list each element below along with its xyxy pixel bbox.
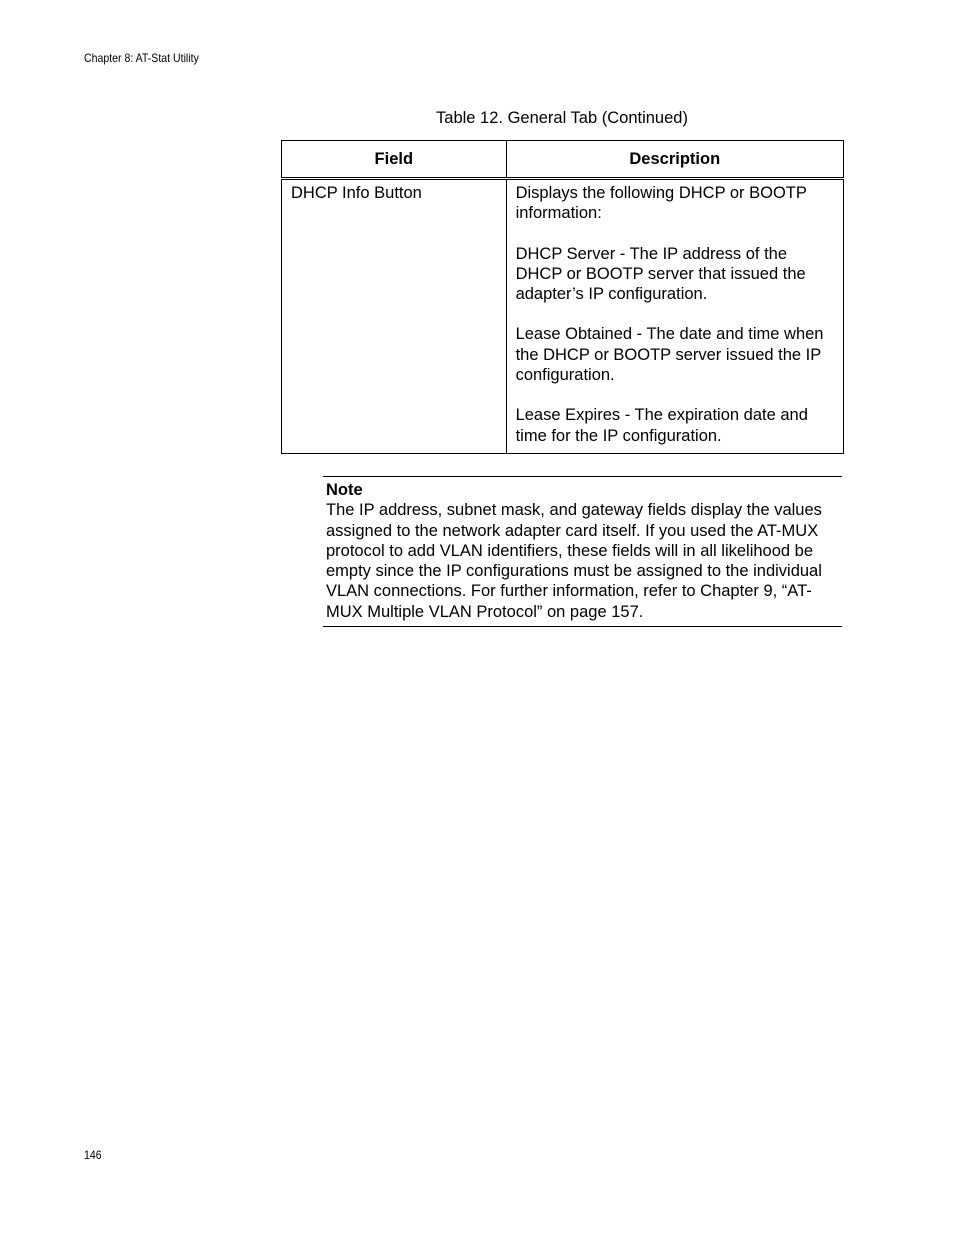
column-header-description: Description — [506, 141, 843, 179]
note-box — [323, 476, 842, 627]
note-text: The IP address, subnet mask, and gateway fields display the values assigned to the network adapter card itself. If you used the AT-MUX protocol to add VLAN identifiers, these fields will in all likelihood be empty since the IP configurations must be assigned to the individual VLAN connections. For further information, refer to Chapter 9, “AT-MUX Multiple VLAN Protocol” on page 157. — [326, 501, 822, 621]
description-paragraph: DHCP Server - The IP address of the DHCP or BOOTP server that issued the adapter’s IP configuration. — [515, 244, 806, 304]
field-cell: DHCP Info Button — [282, 179, 507, 454]
table-caption: Table 12. General Tab (Continued) — [436, 109, 688, 127]
description-paragraph: Displays the following DHCP or BOOTP information: — [515, 184, 807, 223]
note-title: Note — [326, 481, 363, 499]
description-paragraph: Lease Obtained - The date and time when the DHCP or BOOTP server issued the IP configuration. — [515, 325, 824, 385]
description-paragraph: Lease Expires - The expiration date and time for the IP configuration. — [515, 406, 808, 445]
general-tab-table — [281, 140, 844, 454]
column-header-field: Field — [282, 141, 507, 179]
table-row — [282, 179, 844, 454]
running-header: Chapter 8: AT-Stat Utility — [84, 51, 199, 65]
table-header-row — [282, 141, 844, 179]
page-number: 146 — [84, 1148, 102, 1162]
description-cell — [506, 179, 843, 454]
